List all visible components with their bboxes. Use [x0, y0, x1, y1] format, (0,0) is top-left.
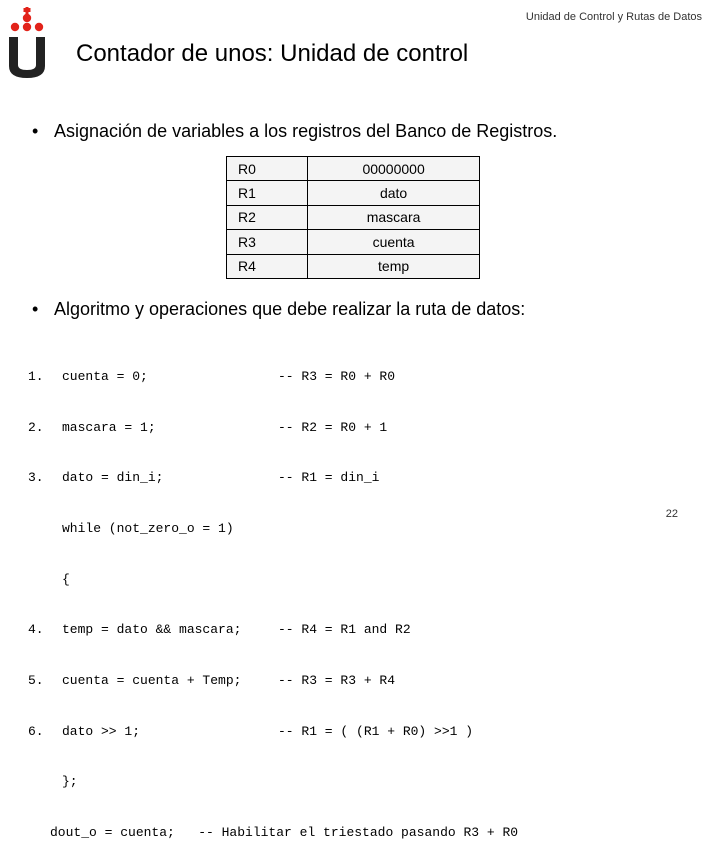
register-value: cuenta: [308, 230, 480, 254]
register-name: R3: [227, 230, 308, 254]
code-line: [28, 622, 411, 639]
code-statement: {: [62, 571, 70, 587]
algorithm-code-block: [28, 335, 519, 859]
page-number: 22: [665, 508, 678, 520]
table-row: [227, 205, 480, 229]
code-line: [28, 419, 388, 437]
code-statement: mascara = 1;: [62, 419, 156, 435]
code-line: [28, 673, 396, 690]
table-row: [227, 157, 480, 181]
code-statement: };: [62, 774, 78, 790]
header-course-title: Unidad de Control y Rutas de Datos: [525, 11, 702, 23]
line-number: 1.: [28, 368, 44, 384]
line-number: 3.: [28, 470, 44, 486]
code-output-statement: dout_o = cuenta; -- Habilitar el triestado pasando R3 + R0: [50, 825, 519, 841]
code-statement: while (not_zero_o = 1): [62, 520, 234, 536]
code-comment: -- R4 = R1 and R2: [278, 622, 411, 638]
register-name: R0: [227, 157, 308, 181]
code-statement: dato = din_i;: [62, 470, 164, 486]
line-number: 6.: [28, 723, 44, 739]
code-line: [28, 470, 380, 487]
code-statement: cuenta = cuenta + Temp;: [62, 673, 242, 689]
university-logo-icon: [6, 8, 48, 78]
code-comment: -- R3 = R0 + R0: [278, 368, 396, 384]
bullet-dot-icon: •: [32, 121, 39, 141]
code-comment: -- R3 = R3 + R4: [278, 673, 396, 689]
register-name: R4: [227, 254, 308, 278]
table-row: [227, 254, 480, 278]
register-value: dato: [308, 181, 480, 205]
bullet-item: [32, 299, 525, 320]
register-name: R2: [227, 205, 308, 229]
code-statement: cuenta = 0;: [62, 368, 148, 384]
code-comment: -- R1 = din_i: [278, 470, 380, 486]
line-number: 4.: [28, 622, 44, 638]
code-statement: temp = dato && mascara;: [62, 622, 242, 638]
code-comment: -- R2 = R0 + 1: [278, 419, 388, 435]
table-row: [227, 181, 480, 205]
code-line: [28, 520, 234, 538]
code-line: [28, 774, 78, 791]
code-comment: -- R1 = ( (R1 + R0) >>1 ): [278, 723, 474, 739]
register-value: 00000000: [308, 157, 480, 181]
register-name: R1: [227, 181, 308, 205]
code-statement: dato >> 1;: [62, 723, 141, 739]
page-title: Contador de unos: Unidad de control: [76, 40, 469, 67]
table-row: [227, 230, 480, 254]
register-value: temp: [308, 254, 480, 278]
line-number: 5.: [28, 673, 44, 689]
bullet-item: [32, 121, 557, 142]
bullet-dot-icon: •: [32, 299, 39, 319]
bullet-text: Asignación de variables a los registros del Banco de Registros.: [54, 121, 558, 141]
register-value: mascara: [308, 205, 480, 229]
bullet-text: Algoritmo y operaciones que debe realizar la ruta de datos:: [54, 299, 526, 319]
code-line: [28, 825, 519, 842]
code-line: [28, 368, 396, 386]
register-table: [226, 156, 480, 279]
code-line: [28, 723, 474, 741]
code-line: [28, 571, 70, 589]
line-number: 2.: [28, 419, 44, 435]
